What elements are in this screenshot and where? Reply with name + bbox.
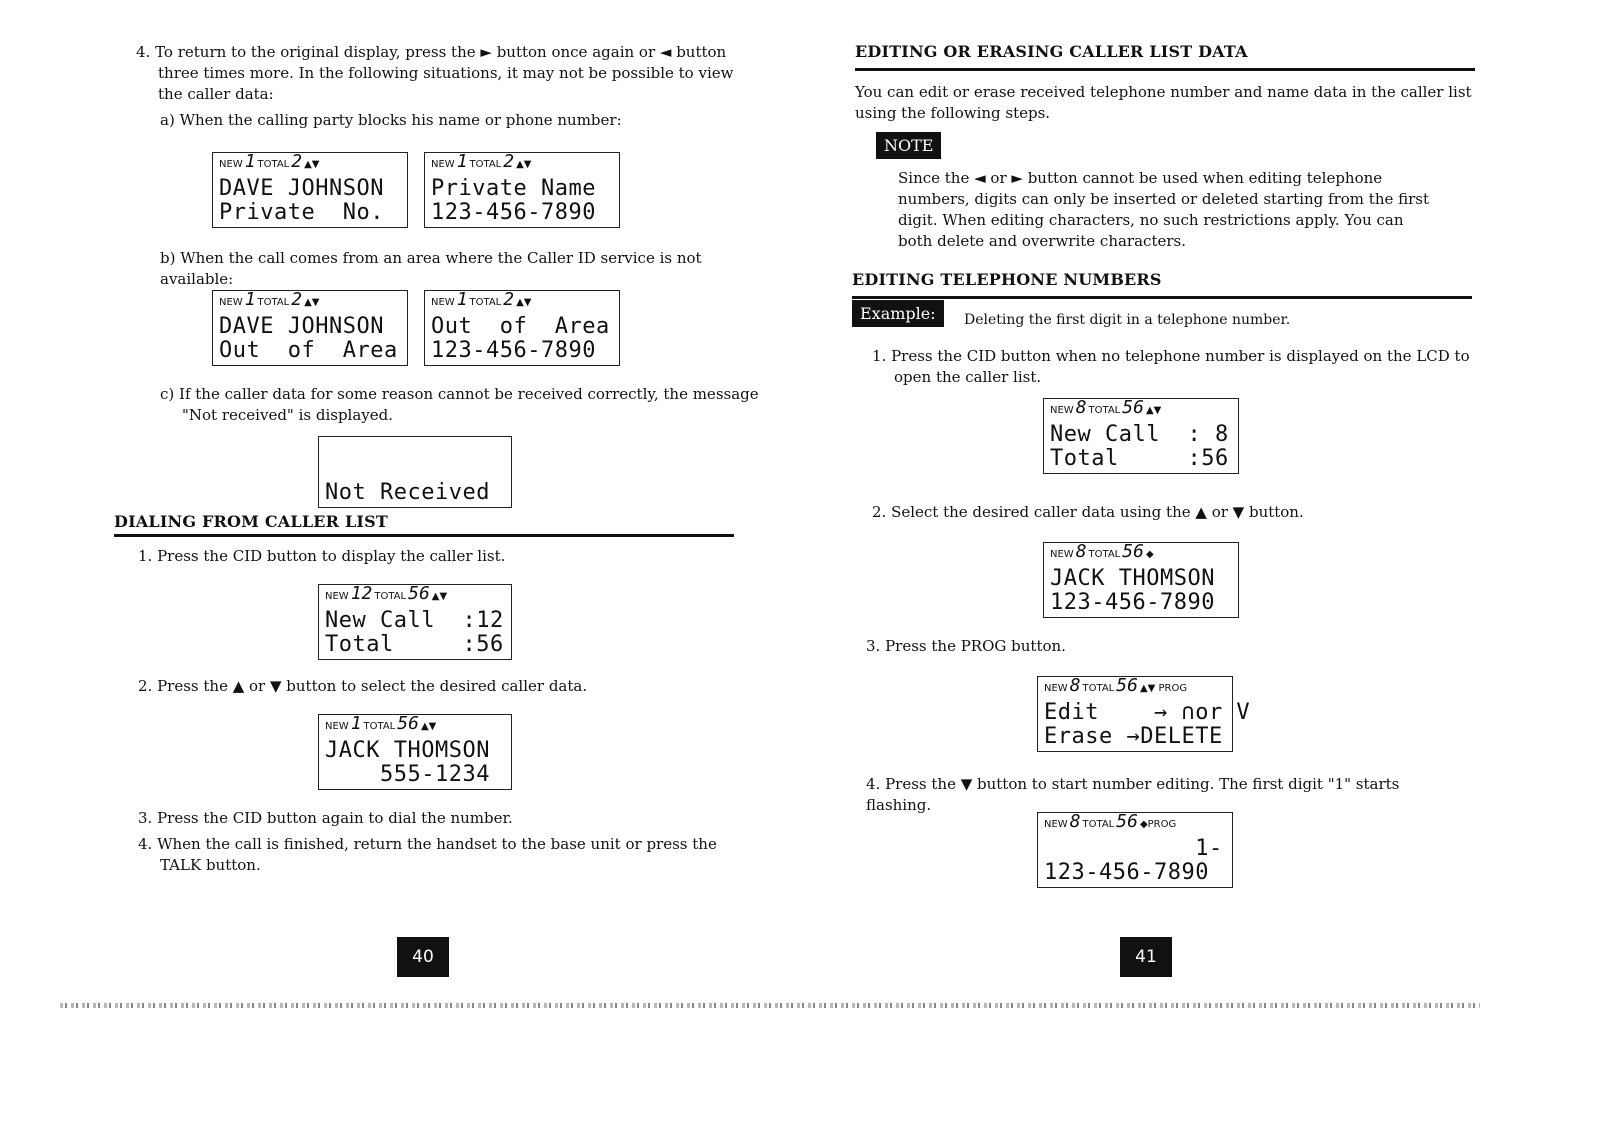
edit-step-3: 3. Press the PROG button.: [866, 637, 1066, 655]
lcd-line-2: 123-456-7890: [1044, 860, 1209, 885]
page-number-left: 40: [397, 937, 449, 977]
case-c-text: c) If the caller data for some reason cannot be received correctly, the message "Not received" is displayed.: [160, 385, 759, 424]
lcd-line-2: 123-456-7890: [1050, 590, 1215, 615]
lcd-line-2: 123-456-7890: [431, 200, 596, 225]
heading-dialing: DIALING FROM CALLER LIST: [114, 512, 388, 531]
lcd-line-1: New Call : 8: [1050, 422, 1229, 447]
edit-step-1: 1. Press the CID button when no telephone number is displayed on the LCD to open the caller list.: [872, 347, 1470, 386]
lcd-c: [318, 436, 512, 508]
example-text: Deleting the first digit in a telephone number.: [964, 312, 1291, 328]
note-text: Since the ◄ or ► button cannot be used when editing telephone numbers, digits can only be inserted or deleted starting from the first digit. When editing characters, no such restrictions apply. You can both delete and overwrite characters.: [898, 169, 1430, 250]
lcd-line-1: 1-: [1044, 836, 1223, 861]
lcd-line-1: DAVE JOHNSON: [219, 314, 384, 339]
lcd-b2: NEW 1 TOTAL 2 ▲▼ Out of Area 123-456-7890: [424, 290, 620, 366]
edit-intro: You can edit or erase received telephone number and name data in the caller list using the following steps.: [855, 83, 1472, 122]
heading-rule: [855, 68, 1475, 71]
lcd-line-1: JACK THOMSON: [1050, 566, 1215, 591]
lcd-line-2: Private No.: [219, 200, 384, 225]
lcd-line-2: Total :56: [325, 632, 504, 657]
case-b-text: b) When the call comes from an area where the Caller ID service is not available:: [160, 249, 702, 288]
lcd-line-1: DAVE JOHNSON: [219, 176, 384, 201]
page-number-right: 41: [1120, 937, 1172, 977]
heading-editing: EDITING OR ERASING CALLER LIST DATA: [855, 42, 1248, 61]
edit-step-4: 4. Press the ▼ button to start number editing. The first digit "1" starts flashing.: [866, 775, 1400, 814]
lcd-line-1: Out of Area: [431, 314, 610, 339]
lcd-line-2: Not Received: [325, 480, 490, 505]
lcd-line-1: Private Name: [431, 176, 596, 201]
lcd-s1: NEW 8 TOTAL 56 ▲▼ New Call : 8 Total :56: [1043, 398, 1239, 474]
scan-noise: [60, 1003, 1480, 1008]
example-badge: Example:: [852, 300, 944, 327]
heading-rule: [114, 534, 734, 537]
edit-step-2: 2. Select the desired caller data using the ▲ or ▼ button.: [872, 503, 1304, 521]
case-a-text: a) When the calling party blocks his name or phone number:: [160, 111, 622, 129]
dial-step-4: 4. When the call is finished, return the handset to the base unit or press the TALK button.: [138, 835, 717, 874]
lcd-a2: NEW 1 TOTAL 2 ▲▼ Private Name 123-456-7890: [424, 152, 620, 228]
note-badge: NOTE: [876, 132, 941, 159]
dial-step-1: 1. Press the CID button to display the caller list.: [138, 547, 506, 565]
lcd-s2: NEW 8 TOTAL 56 ◆ JACK THOMSON 123-456-7890: [1043, 542, 1239, 618]
lcd-line-2: Out of Area: [219, 338, 398, 363]
lcd-a1: NEW 1 TOTAL 2 ▲▼ DAVE JOHNSON Private No.: [212, 152, 408, 228]
lcd-line-2: 123-456-7890: [431, 338, 596, 363]
dial-step-3: 3. Press the CID button again to dial the number.: [138, 809, 513, 827]
lcd-s4: NEW 8 TOTAL 56 ◆PROG 1- 123-456-7890: [1037, 812, 1233, 888]
dial-step-2: 2. Press the ▲ or ▼ button to select the desired caller data.: [138, 677, 588, 695]
lcd-b1: NEW 1 TOTAL 2 ▲▼ DAVE JOHNSON Out of Area: [212, 290, 408, 366]
lcd-line-2: Erase →DELETE: [1044, 724, 1223, 749]
lcd-line-1: JACK THOMSON: [325, 738, 490, 763]
heading-telephone: EDITING TELEPHONE NUMBERS: [852, 270, 1162, 289]
lcd-line-1: Edit → ∩or V: [1044, 700, 1251, 725]
lcd-d2: NEW 1 TOTAL 56 ▲▼ JACK THOMSON 555-1234: [318, 714, 512, 790]
lcd-line-1: New Call :12: [325, 608, 504, 633]
lcd-d1: NEW 12 TOTAL 56 ▲▼ New Call :12 Total :56: [318, 584, 512, 660]
lcd-line-2: 555-1234: [325, 762, 490, 787]
lcd-line-2: Total :56: [1050, 446, 1229, 471]
heading-rule: [852, 296, 1472, 299]
lcd-s3: NEW 8 TOTAL 56 ▲▼ PROG Edit → ∩or V Erase →DELETE: [1037, 676, 1233, 752]
left-step-4: 4. To return to the original display, press the ► button once again or ◄ button three times more. In the following situations, it may not be possible to view the caller data:: [136, 43, 734, 103]
